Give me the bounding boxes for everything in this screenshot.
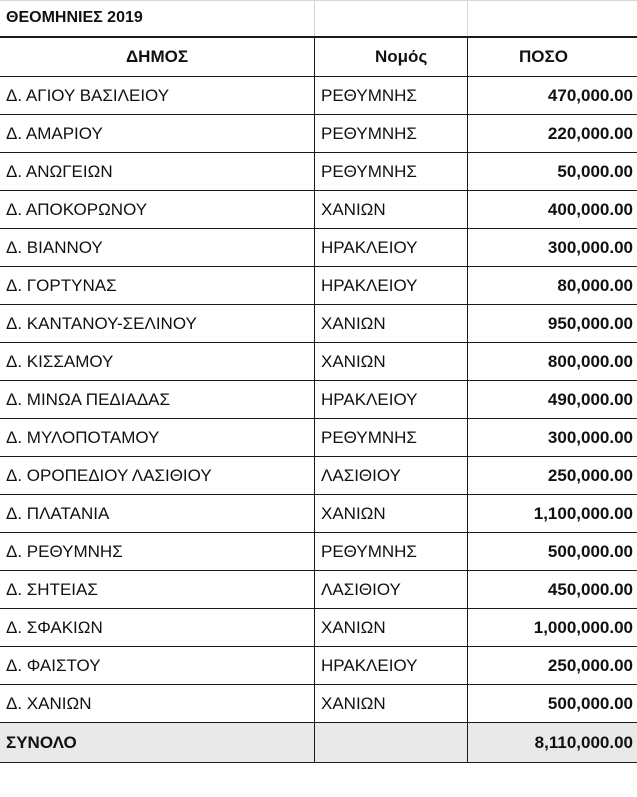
cell-dimos[interactable]: Δ. ΠΛΑΤΑΝΙΑ [0, 495, 315, 533]
cell-dimos[interactable]: Δ. ΑΜΑΡΙΟΥ [0, 115, 315, 153]
cell-poso[interactable]: 450,000.00 [468, 571, 637, 609]
cell-dimos[interactable]: Δ. ΣΦΑΚΙΩΝ [0, 609, 315, 647]
table-row [0, 191, 637, 229]
table-row [0, 229, 637, 267]
cell-poso[interactable]: 1,000,000.00 [468, 609, 637, 647]
table-body [0, 1, 637, 763]
cell-dimos[interactable]: Δ. ΧΑΝΙΩΝ [0, 685, 315, 723]
table-row [0, 343, 637, 381]
table-row [0, 115, 637, 153]
cell-dimos[interactable]: Δ. ΒΙΑΝΝΟΥ [0, 229, 315, 267]
table-row [0, 647, 637, 685]
table-row [0, 533, 637, 571]
cell-nomos[interactable]: ΗΡΑΚΛΕΙΟΥ [315, 267, 468, 305]
cell-dimos[interactable]: Δ. ΜΙΝΩΑ ΠΕΔΙΑΔΑΣ [0, 381, 315, 419]
cell-dimos[interactable]: Δ. ΚΙΣΣΑΜΟΥ [0, 343, 315, 381]
title-row [0, 1, 637, 37]
cell-poso[interactable]: 500,000.00 [468, 533, 637, 571]
cell-poso[interactable]: 400,000.00 [468, 191, 637, 229]
table-row [0, 609, 637, 647]
cell-dimos[interactable]: Δ. ΟΡΟΠΕΔΙΟΥ ΛΑΣΙΘΙΟΥ [0, 457, 315, 495]
table-row [0, 495, 637, 533]
table-row [0, 571, 637, 609]
cell-poso[interactable]: 220,000.00 [468, 115, 637, 153]
cell-nomos[interactable]: ΡΕΘΥΜΝΗΣ [315, 115, 468, 153]
cell-dimos[interactable]: Δ. ΦΑΙΣΤΟΥ [0, 647, 315, 685]
table-row [0, 381, 637, 419]
cell-nomos[interactable]: ΧΑΝΙΩΝ [315, 191, 468, 229]
header-nomos[interactable]: Νομός [315, 37, 468, 77]
cell-poso[interactable]: 470,000.00 [468, 77, 637, 115]
cell-poso[interactable]: 80,000.00 [468, 267, 637, 305]
cell-nomos[interactable]: ΛΑΣΙΘΙΟΥ [315, 457, 468, 495]
cell-nomos[interactable]: ΧΑΝΙΩΝ [315, 305, 468, 343]
cell-poso[interactable]: 1,100,000.00 [468, 495, 637, 533]
total-amount[interactable]: 8,110,000.00 [468, 723, 637, 763]
cell-nomos[interactable]: ΧΑΝΙΩΝ [315, 495, 468, 533]
header-dimos[interactable]: ΔΗΜΟΣ [0, 37, 315, 77]
cell-nomos[interactable]: ΧΑΝΙΩΝ [315, 343, 468, 381]
cell-dimos[interactable]: Δ. ΜΥΛΟΠΟΤΑΜΟΥ [0, 419, 315, 457]
cell-nomos[interactable]: ΛΑΣΙΘΙΟΥ [315, 571, 468, 609]
table-row [0, 267, 637, 305]
cell-nomos[interactable]: ΡΕΘΥΜΝΗΣ [315, 419, 468, 457]
cell-poso[interactable]: 800,000.00 [468, 343, 637, 381]
table-row [0, 305, 637, 343]
table-row [0, 685, 637, 723]
cell-poso[interactable]: 500,000.00 [468, 685, 637, 723]
cell-dimos[interactable]: Δ. ΑΓΙΟΥ ΒΑΣΙΛΕΙΟΥ [0, 77, 315, 115]
cell-nomos[interactable]: ΗΡΑΚΛΕΙΟΥ [315, 381, 468, 419]
cell-dimos[interactable]: Δ. ΣΗΤΕΙΑΣ [0, 571, 315, 609]
empty-cell[interactable] [315, 1, 468, 37]
table-row [0, 153, 637, 191]
total-label[interactable]: ΣΥΝΟΛΟ [0, 723, 315, 763]
cell-poso[interactable]: 950,000.00 [468, 305, 637, 343]
header-poso[interactable]: ΠΟΣΟ [468, 37, 637, 77]
cell-poso[interactable]: 50,000.00 [468, 153, 637, 191]
table-row [0, 457, 637, 495]
cell-dimos[interactable]: Δ. ΡΕΘΥΜΝΗΣ [0, 533, 315, 571]
cell-poso[interactable]: 250,000.00 [468, 457, 637, 495]
cell-nomos[interactable]: ΧΑΝΙΩΝ [315, 685, 468, 723]
cell-dimos[interactable]: Δ. ΑΠΟΚΟΡΩΝΟΥ [0, 191, 315, 229]
cell-poso[interactable]: 250,000.00 [468, 647, 637, 685]
header-row [0, 37, 637, 77]
cell-nomos[interactable]: ΗΡΑΚΛΕΙΟΥ [315, 229, 468, 267]
total-row [0, 723, 637, 763]
cell-nomos[interactable]: ΗΡΑΚΛΕΙΟΥ [315, 647, 468, 685]
table-row [0, 419, 637, 457]
cell-poso[interactable]: 490,000.00 [468, 381, 637, 419]
sheet-title[interactable]: ΘΕΟΜΗΝΙΕΣ 2019 [0, 1, 315, 37]
cell-dimos[interactable]: Δ. ΚΑΝΤΑΝΟΥ-ΣΕΛΙΝΟΥ [0, 305, 315, 343]
total-empty-cell[interactable] [315, 723, 468, 763]
cell-nomos[interactable]: ΡΕΘΥΜΝΗΣ [315, 533, 468, 571]
table-row [0, 77, 637, 115]
cell-nomos[interactable]: ΧΑΝΙΩΝ [315, 609, 468, 647]
cell-nomos[interactable]: ΡΕΘΥΜΝΗΣ [315, 153, 468, 191]
cell-nomos[interactable]: ΡΕΘΥΜΝΗΣ [315, 77, 468, 115]
cell-dimos[interactable]: Δ. ΑΝΩΓΕΙΩΝ [0, 153, 315, 191]
empty-cell[interactable] [468, 1, 637, 37]
cell-dimos[interactable]: Δ. ΓΟΡΤΥΝΑΣ [0, 267, 315, 305]
cell-poso[interactable]: 300,000.00 [468, 229, 637, 267]
cell-poso[interactable]: 300,000.00 [468, 419, 637, 457]
